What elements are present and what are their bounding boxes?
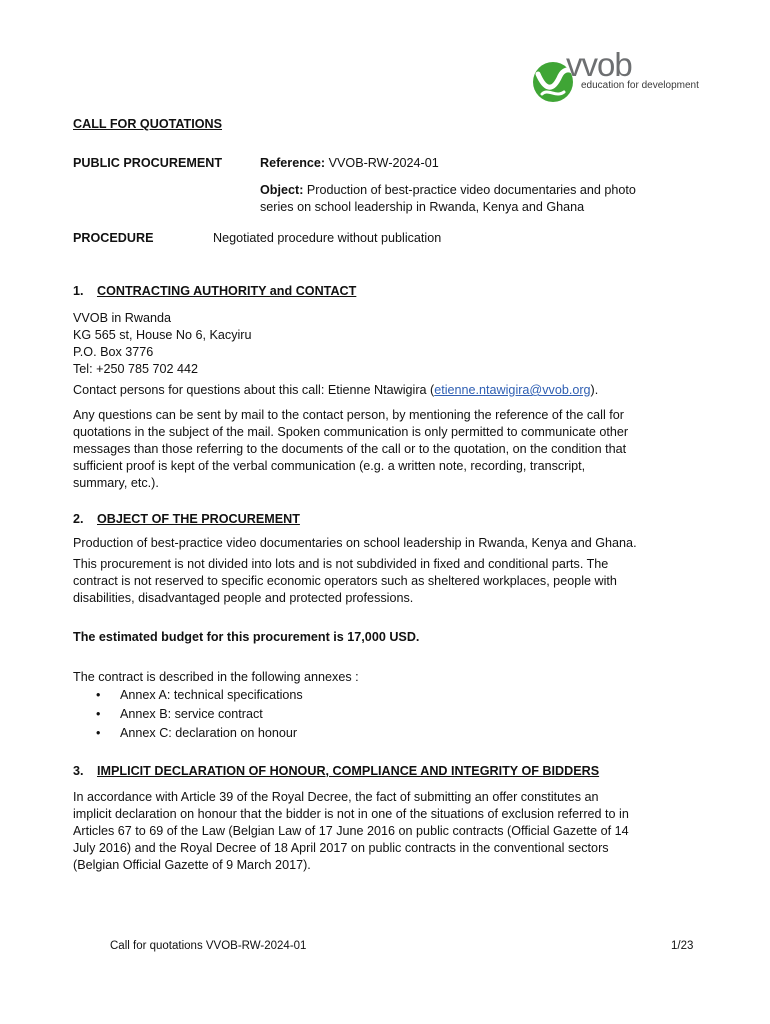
paragraph-line: quotations in the subject of the mail. Spoken communication is only permitted to communicate other: [73, 425, 629, 439]
procedure-value: Negotiated procedure without publication: [213, 231, 442, 245]
annex-item: Annex C: declaration on honour: [120, 726, 298, 740]
section-2-heading: OBJECT OF THE PROCUREMENT: [97, 512, 300, 526]
paragraph-line: contract is not reserved to specific economic operators such as sheltered workplaces, people with: [73, 574, 617, 588]
paragraph-line: implicit declaration on honour that the bidder is not in one of the situations of exclusion referred to in: [73, 807, 629, 821]
object-block: [260, 182, 636, 216]
paragraph-line: Any questions can be sent by mail to the contact person, by mentioning the reference of the call for: [73, 408, 624, 422]
reference-line: [260, 156, 439, 170]
address-line: P.O. Box 3776: [73, 345, 154, 359]
contact-suffix: ).: [590, 383, 599, 397]
section-2-number: 2.: [73, 512, 84, 526]
bullet-icon: •: [96, 726, 101, 740]
procedure-label: PROCEDURE: [73, 231, 154, 245]
paragraph-line: Articles 67 to 69 of the Law (Belgian Law of 17 June 2016 on public contracts (Official Gazette of 14: [73, 824, 629, 838]
logo-tagline: education for development: [581, 80, 699, 91]
contact-email-link[interactable]: etienne.ntawigira@vvob.org: [434, 383, 591, 397]
annex-item: Annex A: technical specifications: [120, 688, 303, 702]
reference-label: Reference:: [260, 156, 326, 170]
annex-item: Annex B: service contract: [120, 707, 263, 721]
paragraph-line: This procurement is not divided into lots and is not subdivided in fixed and conditional parts. The: [73, 557, 609, 571]
object-line-2: series on school leadership in Rwanda, Kenya and Ghana: [260, 200, 585, 214]
paragraph-line: (Belgian Official Gazette of 9 March 2017).: [73, 858, 311, 872]
reference-value: VVOB-RW-2024-01: [325, 156, 439, 170]
object-label: Object:: [260, 183, 304, 197]
public-procurement-label: PUBLIC PROCUREMENT: [73, 156, 223, 170]
address-line: KG 565 st, House No 6, Kacyiru: [73, 328, 252, 342]
paragraph-line: July 2016) and the Royal Decree of 18 April 2017 on public contracts in the conventional sectors: [73, 841, 609, 855]
budget-statement: The estimated budget for this procurement is 17,000 USD.: [73, 630, 420, 644]
section-1-paragraph: [73, 407, 628, 492]
section-3-paragraph: [73, 789, 629, 874]
page-number: 1/23: [671, 940, 694, 952]
contact-prefix: Contact persons for questions about this call: Etienne Ntawigira (: [73, 383, 435, 397]
footer-reference: Call for quotations VVOB-RW-2024-01: [110, 940, 307, 952]
paragraph-line: disabilities, disadvantaged people and protected professions.: [73, 591, 414, 605]
paragraph-line: messages than those referring to the documents of the call or to the quotation, on the condition that: [73, 442, 627, 456]
address-line: Tel: +250 785 702 442: [73, 362, 198, 376]
paragraph-line: summary, etc.).: [73, 476, 159, 490]
section-3-heading: IMPLICIT DECLARATION OF HONOUR, COMPLIANCE AND INTEGRITY OF BIDDERS: [97, 764, 600, 778]
section-1-heading: CONTRACTING AUTHORITY and CONTACT: [97, 284, 357, 298]
contact-line: [73, 383, 598, 397]
section-1-number: 1.: [73, 284, 84, 298]
address-block: [73, 310, 252, 378]
address-line: VVOB in Rwanda: [73, 311, 172, 325]
page-title: CALL FOR QUOTATIONS: [73, 117, 223, 131]
annex-intro: The contract is described in the following annexes :: [73, 670, 359, 684]
bullet-icon: •: [96, 688, 101, 702]
paragraph-line: In accordance with Article 39 of the Royal Decree, the fact of submitting an offer constitutes an: [73, 790, 599, 804]
section-2-paragraph: [73, 556, 617, 607]
bullet-icon: •: [96, 707, 101, 721]
object-line-1: Production of best-practice video documentaries and photo: [303, 183, 636, 197]
logo-wordmark: vvob: [566, 46, 632, 83]
section-3-number: 3.: [73, 764, 84, 778]
paragraph-line: sufficient proof is kept of the verbal communication (e.g. a written note, recording, transcript,: [73, 459, 586, 473]
section-2-line-1: Production of best-practice video documentaries on school leadership in Rwanda, Kenya and Ghana.: [73, 536, 637, 550]
vvob-logo: [526, 46, 702, 102]
